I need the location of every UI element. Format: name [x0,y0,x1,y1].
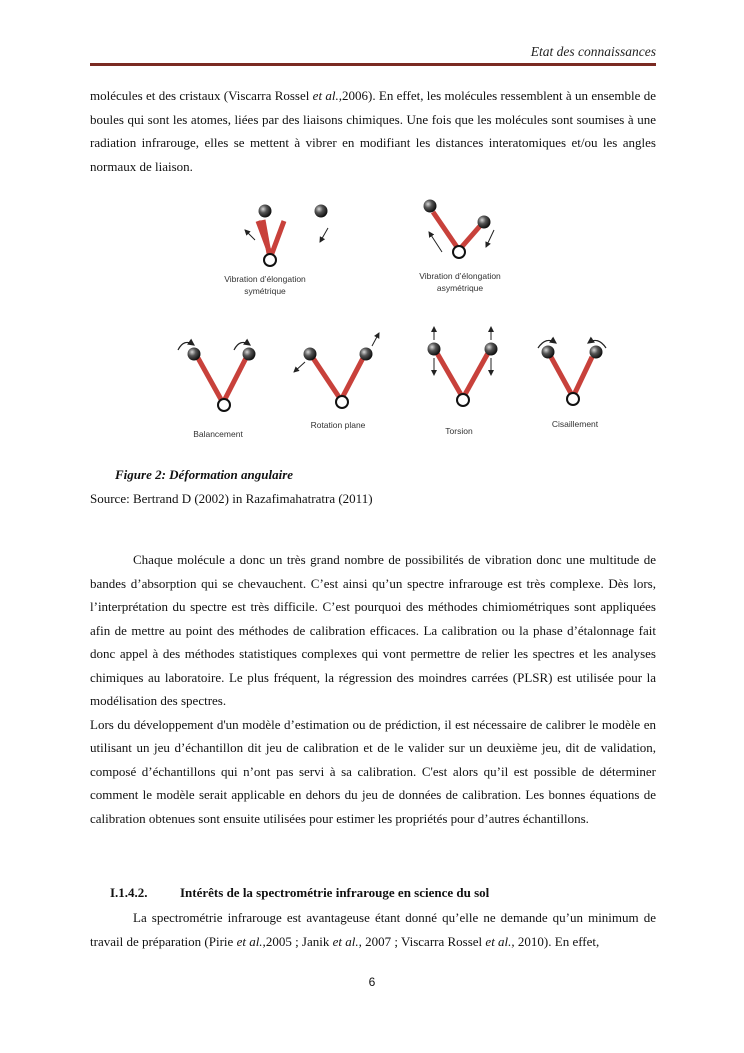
section-number: I.1.4.2. [110,885,148,900]
diagram-cisaillement [538,340,606,429]
figure-caption: Figure 2: Déformation angulaire [115,467,294,482]
final-etal-3: et al., [485,933,515,949]
label-cisaillement: Cisaillement [551,419,599,429]
label-asym-1: Vibration d’élongation [419,271,501,281]
body-paragraphs [90,548,656,830]
label-balancement: Balancement [193,429,243,439]
diagram-symmetric-stretch [224,205,328,297]
page-number: 6 [368,975,376,989]
running-header: Etat des connaissances [530,44,656,59]
intro-text-1: molécules et des cristaux (Viscarra Rossel [90,88,313,103]
label-rotation: Rotation plane [310,420,366,430]
diagram-torsion [428,327,498,436]
figure-source: Source: Bertrand D (2002) in Razafimahatratra (2011) [90,491,373,506]
label-sym-1: Vibration d’élongation [224,274,306,284]
final-etal-2: et al., [332,933,362,949]
body-paragraph-2: Lors du développement d'un modèle d’estimation ou de prédiction, il est nécessaire de calibrer le modèle en utilisant un jeu d’échantillon dit jeu de calibration et de le valider sur un deuxième jeu, dit de validation, composé d’échantillons qui n’ont pas servi à sa calibration. C'est alors qu’il est possible de déterminer comment le modèle serait applicable en dehors du jeu de données de calibration. Les bonnes équations de calibration obtenues sont ensuite utilisées pour estimer les propriétés pour d’autres échantillons. [90,716,656,826]
body-paragraph-1: Chaque molécule a donc un très grand nombre de possibilités de vibration donc une multitude de bandes d’absorption qui se chevauchent. C’est ainsi qu’un spectre infrarouge est très complexe. Dès lors, l’interprétation du spectre est très difficile. C’est pourquoi des méthodes chimiométriques sont appliquées afin de mettre au point des méthodes de calibration efficaces. La calibration ou la phase d’étalonnage fait donc appel à des méthodes statistiques complexes qui vont permettre de relier les spectres et les analyses chimiques au laboratoire. Le plus fréquent, la régression des moindres carrées (PLSR) est utilisée pour la modélisation des spectres. [90,552,656,708]
intro-text-2: 2006). En effet, les molécules ressemblent à un ensemble de boules qui sont les atomes, liées par des liaisons chimiques. Une fois que les molécules sont soumises à une radiation infrarouge, elles se mettent à vibrer en modifiant les distances interatomiques et/ou les angles normaux de liaison. [90,88,656,174]
final-text-1: La spectrométrie infrarouge est avantageuse étant donné qu’elle ne demande qu’un minimum de travail de préparation (Pirie [90,910,656,949]
angular-deformation-figure [150,190,620,450]
label-asym-2: asymétrique [436,283,484,293]
label-sym-2: symétrique [244,286,286,296]
final-text-3: 2007 ; Viscarra Rossel [361,933,486,949]
final-etal-1: et al., [236,933,266,949]
diagram-rotation-plane [294,333,379,430]
final-text-2: 2005 ; Janik [265,933,333,949]
diagram-asymmetric-stretch [419,200,501,294]
final-paragraph [90,906,656,953]
section-title: Intérêts de la spectrométrie infrarouge en science du sol [180,885,490,900]
section-heading [110,885,489,901]
diagram-balancement [178,342,256,439]
header-rule [90,63,656,66]
intro-paragraph [90,84,656,178]
intro-etal: et al., [312,88,342,103]
final-text-4: 2010). En effet, [514,933,600,949]
label-torsion: Torsion [445,426,473,436]
